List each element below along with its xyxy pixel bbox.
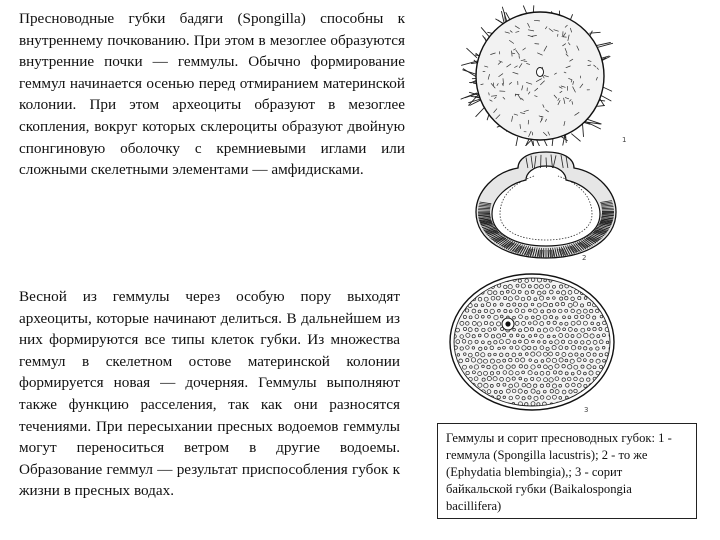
gemmule-ephydatia-illustration [466, 146, 626, 264]
gemmule-spongilla-illustration [452, 4, 632, 146]
paragraph-gemmule-function: Весной из геммулы через особую пору выходят археоциты, которые начинают делиться. В дальнейшем из них формируются все типы клеток губки. Из множества геммул в скелетном остове материнской колонии формируется новая — дочерняя. Геммулы выполняют также функцию расселения, так как они разносятся течениями. При пересыхании пресных водоемов геммулы могут переноситься ветром в другие водоемы. Образование геммул — результат приспособления губок к жизни в пресных водах. [19, 288, 400, 500]
sorite-baikalospongia-illustration [446, 270, 622, 418]
figure-3-number: 3 [584, 406, 589, 414]
paragraph-gemmule-formation: Пресноводные губки бадяги (Spongilla) способны к внутреннему почкованию. При этом в мезоглее образуются внутренние почки — геммулы. Обычно формирование геммул начинается осенью перед отмиранием материнской колонии. При этом археоциты образуют в мезоглее скопления, вокруг которых склероциты образуют двойную спонгиновую оболочку с кремниевыми иглами или сложными скелетными элементами — амфидисками. [19, 10, 405, 179]
figure-2-number: 2 [582, 254, 587, 262]
figure-1-number: 1 [622, 136, 627, 144]
figure-caption: Геммулы и сорит пресноводных губок: 1 - геммула (Spongilla lacustris); 2 - то же (Ephydatia blembingia),; 3 - сорит байкальской губки (Baikalospongia bacillifera) [437, 423, 697, 519]
